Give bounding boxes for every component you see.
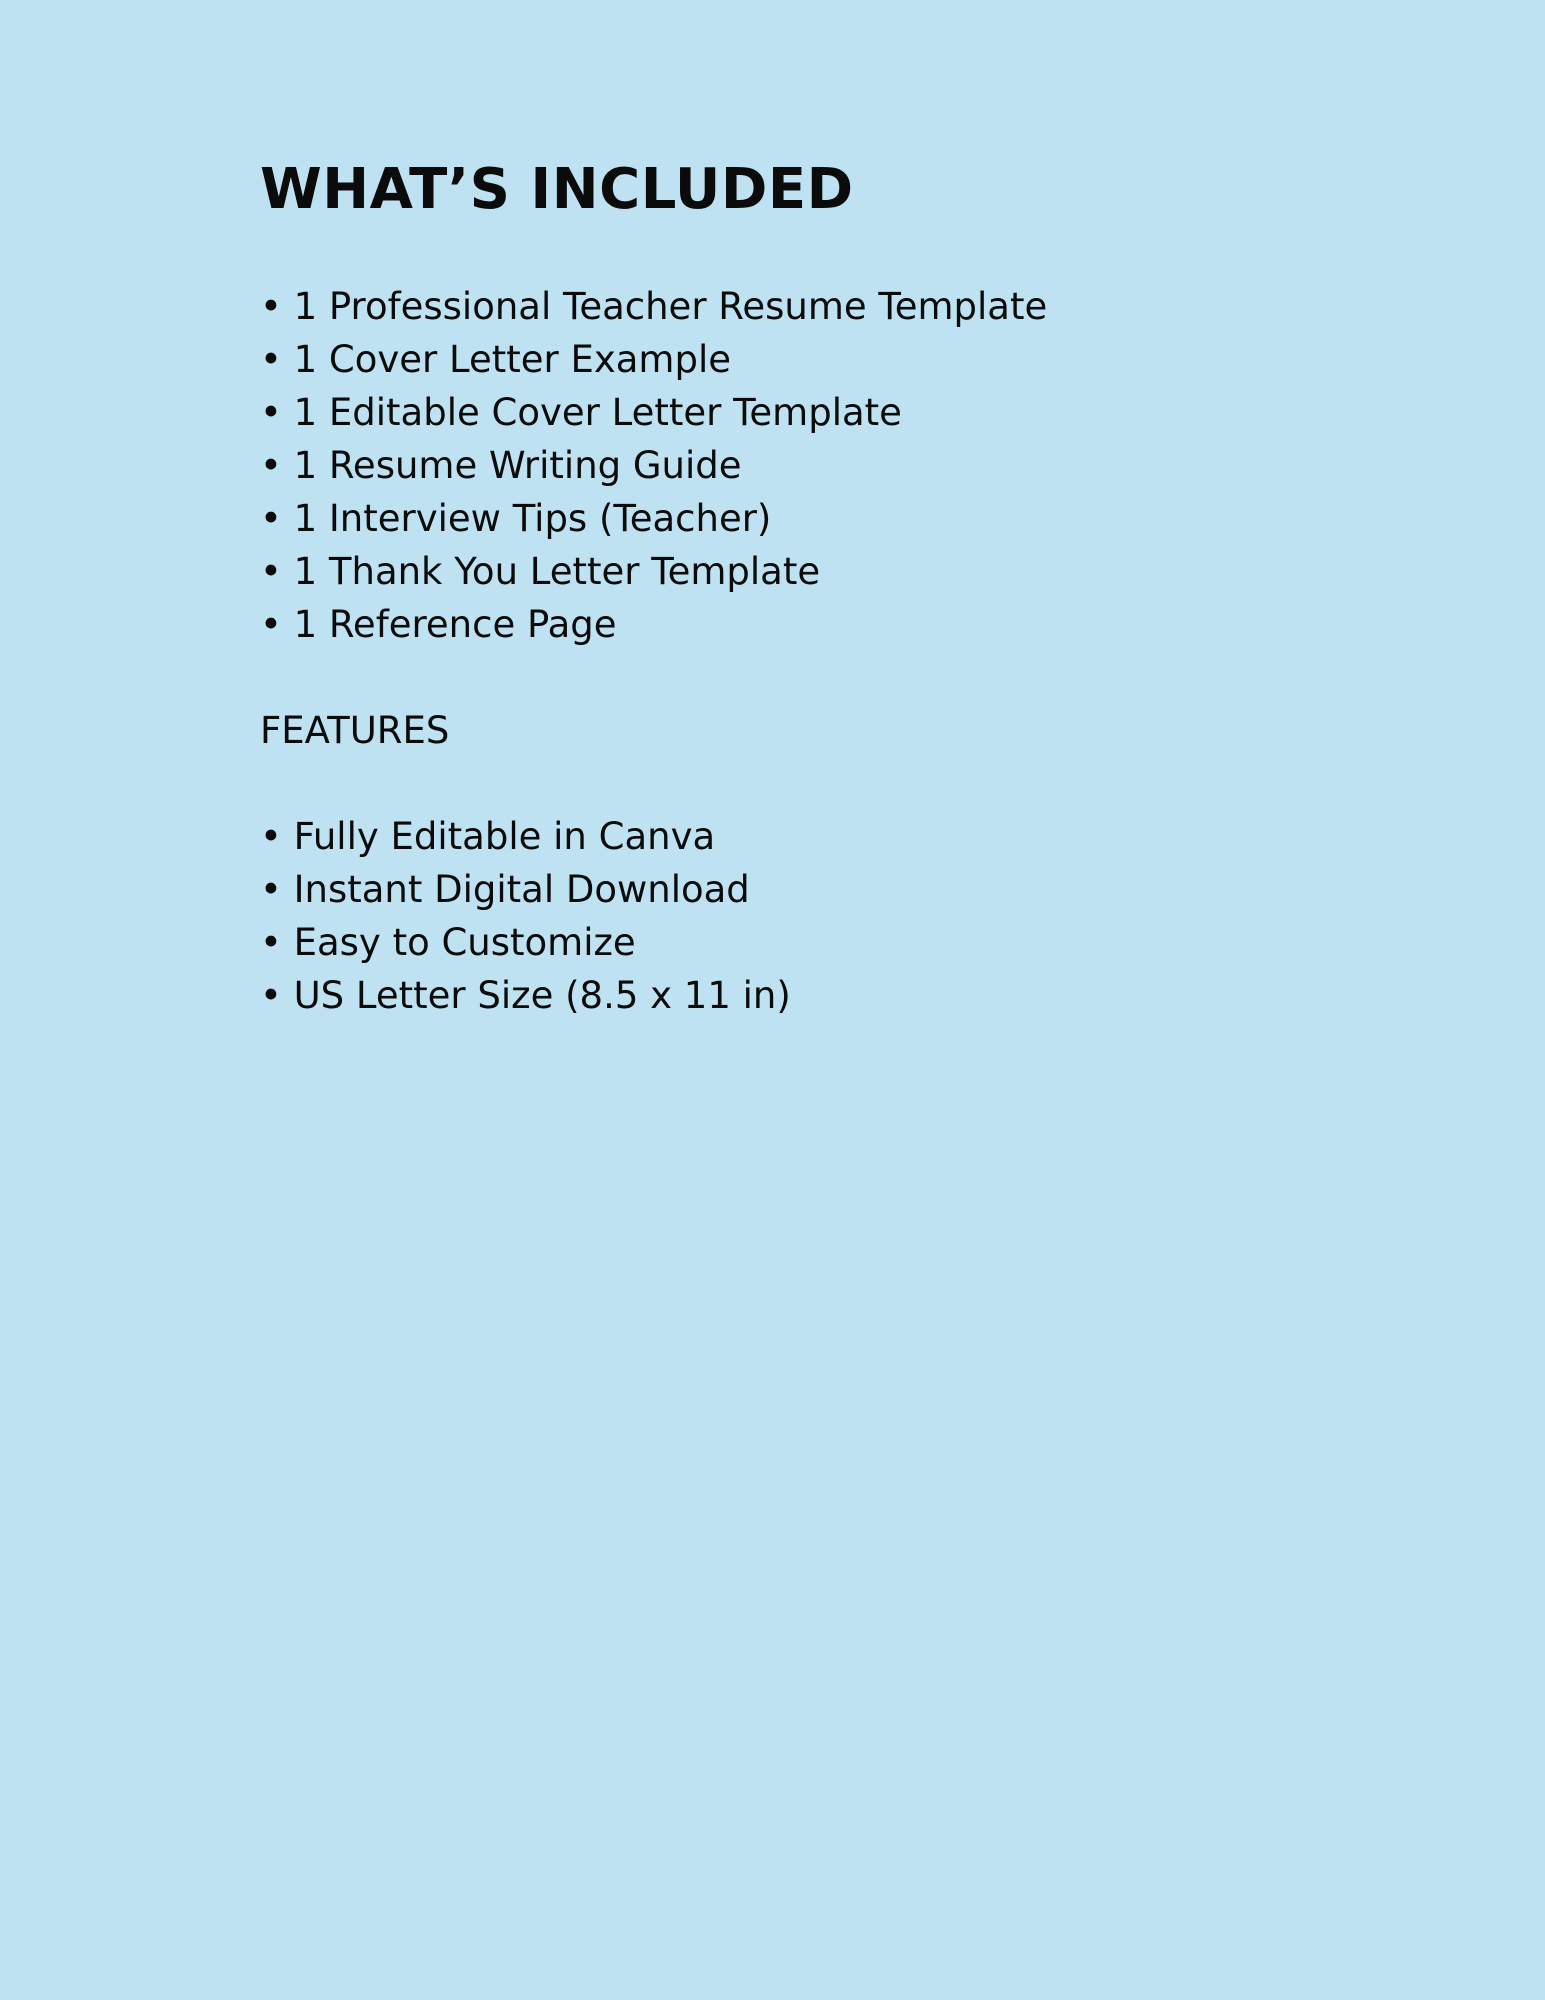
feature-item: • Fully Editable in Canva — [260, 815, 716, 858]
features-heading: FEATURES — [260, 709, 450, 752]
included-item: • 1 Reference Page — [260, 603, 617, 646]
included-item: • 1 Editable Cover Letter Template — [260, 391, 902, 434]
feature-item: • Easy to Customize — [260, 921, 636, 964]
included-item: • 1 Resume Writing Guide — [260, 444, 742, 487]
page-title: WHAT’S INCLUDED — [260, 157, 854, 222]
included-list — [260, 280, 1360, 651]
feature-item: • US Letter Size (8.5 x 11 in) — [260, 974, 791, 1017]
included-item: • 1 Interview Tips (Teacher) — [260, 497, 772, 540]
included-item: • 1 Cover Letter Example — [260, 338, 731, 381]
included-item: • 1 Professional Teacher Resume Template — [260, 285, 1048, 328]
features-list — [260, 810, 1360, 1022]
included-item: • 1 Thank You Letter Template — [260, 550, 821, 593]
page-content — [260, 150, 1360, 1022]
feature-item: • Instant Digital Download — [260, 868, 750, 911]
